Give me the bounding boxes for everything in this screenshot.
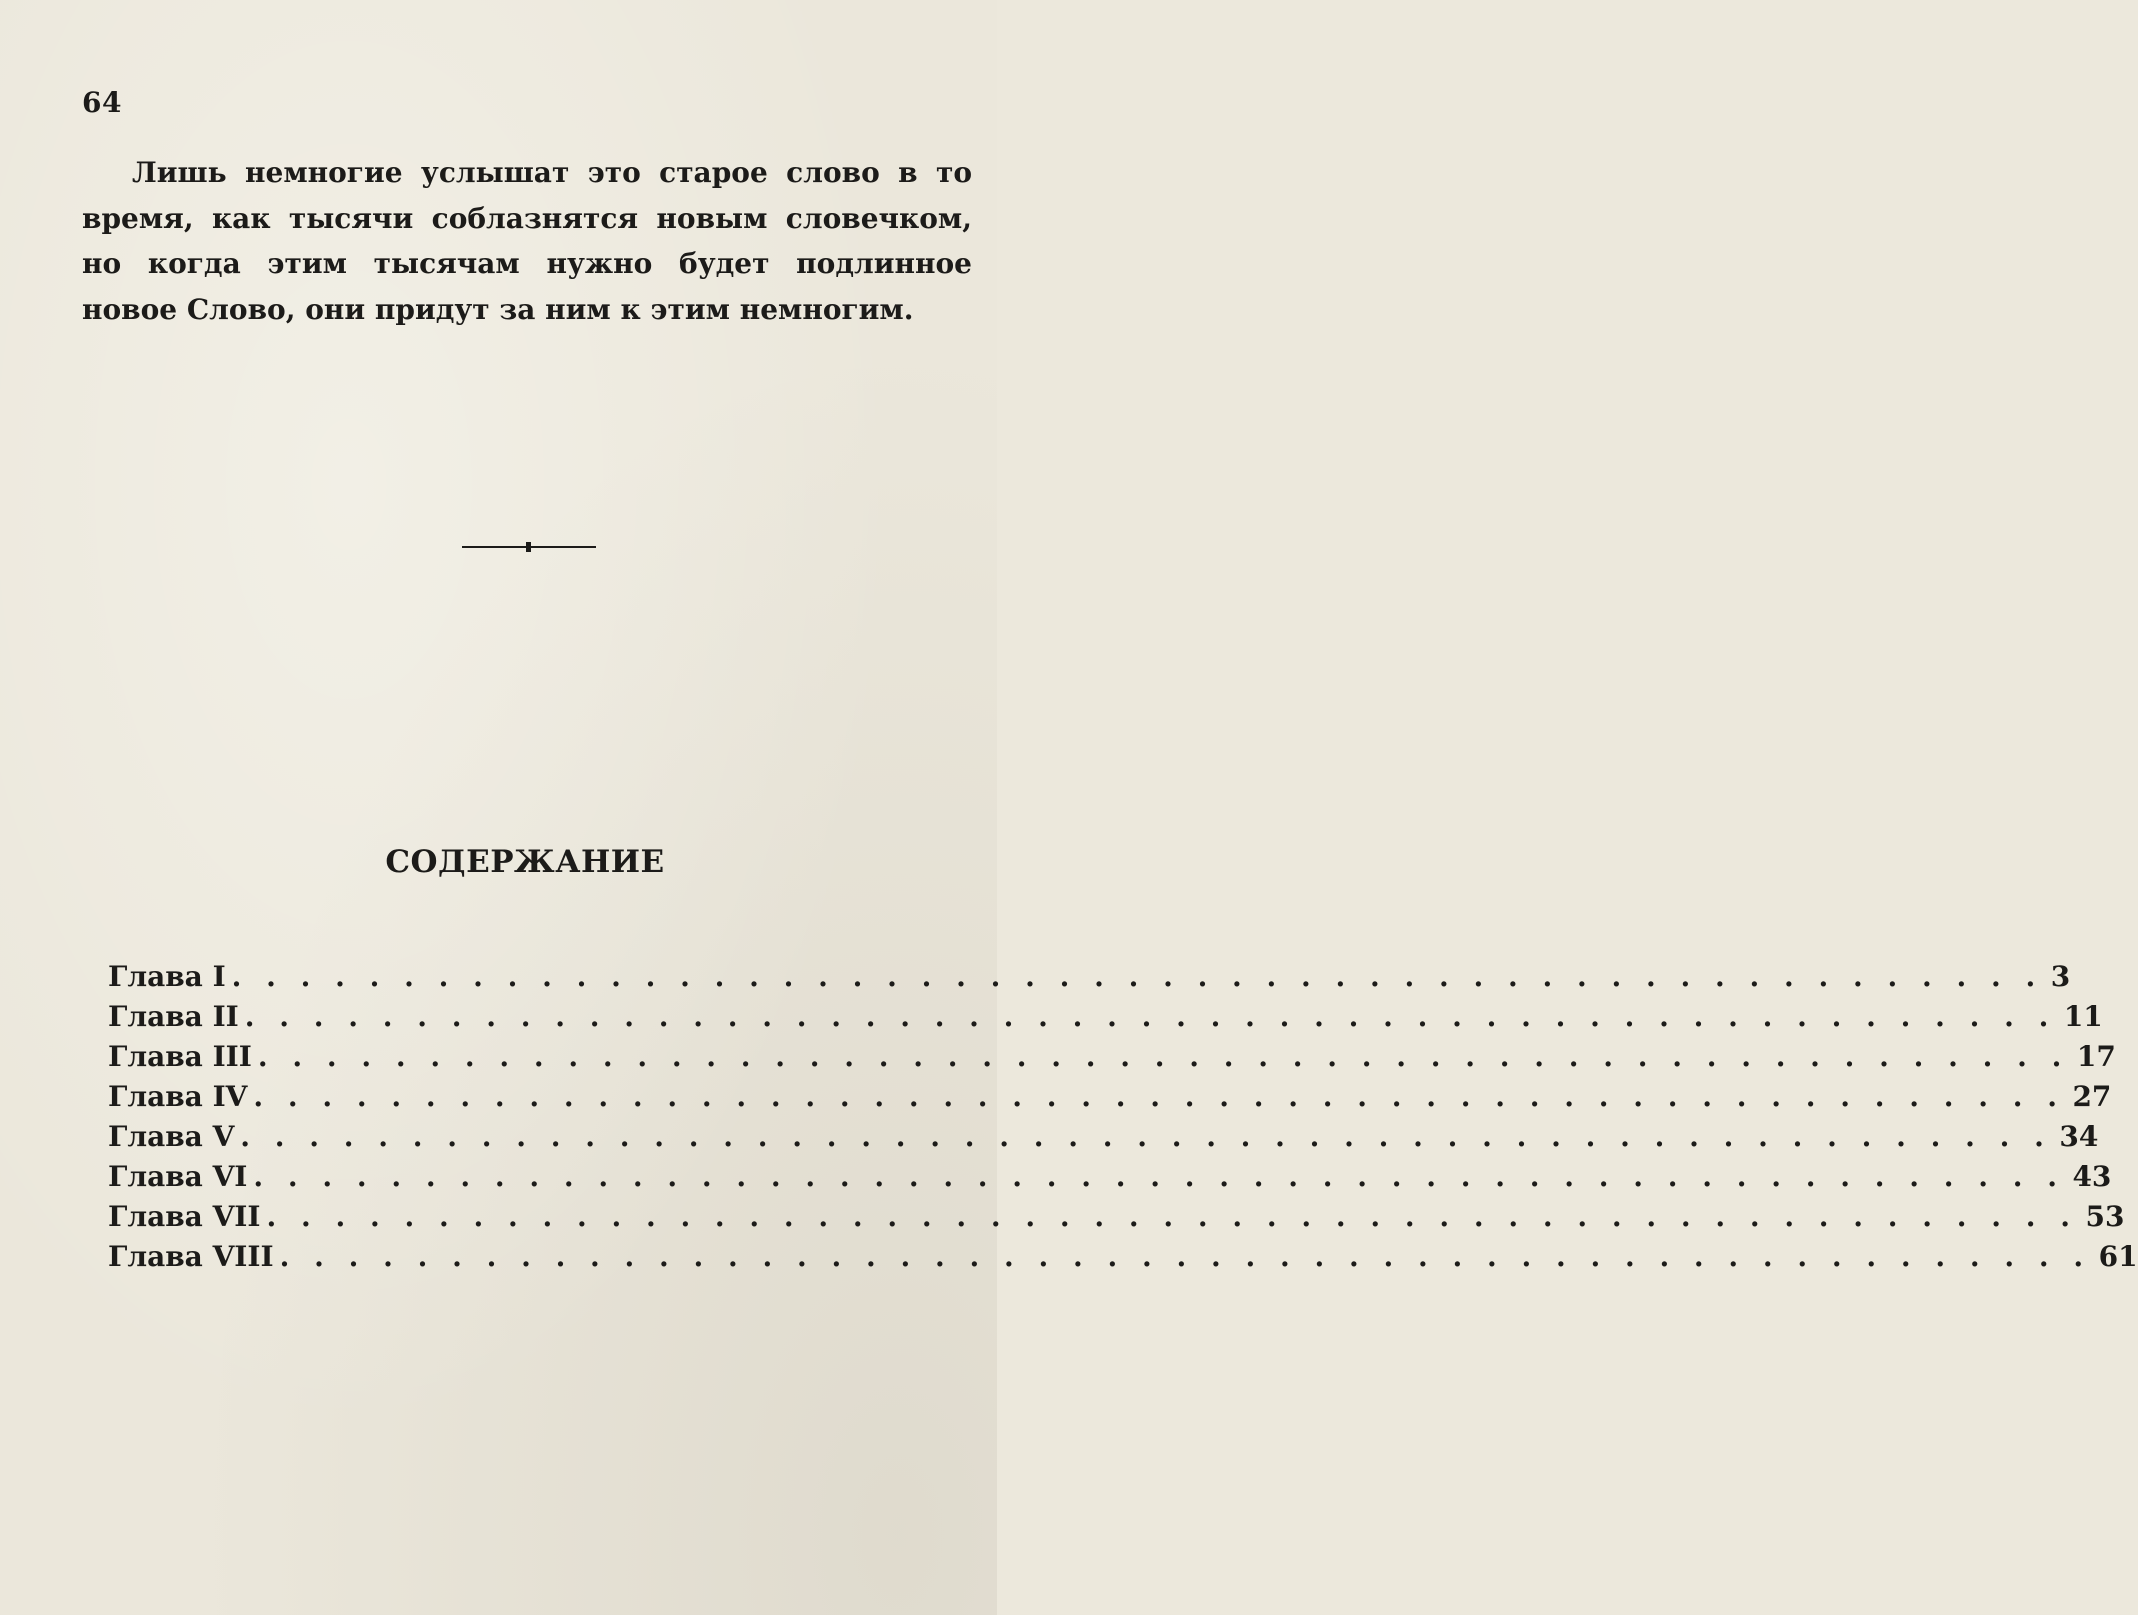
toc-entry-label: Глава V xyxy=(108,1120,235,1153)
toc-entry-label: Глава VIII xyxy=(108,1240,274,1273)
toc-entry-chapter-7 xyxy=(108,1200,2125,1240)
toc-entry-chapter-1 xyxy=(108,960,2071,1000)
toc-entry-chapter-5 xyxy=(108,1120,2099,1160)
toc-entry-label: Глава I xyxy=(108,960,226,993)
toc-entry-label: Глава III xyxy=(108,1040,252,1073)
toc-entry-page: 27 xyxy=(2072,1080,2112,1113)
divider-tick xyxy=(526,542,531,552)
toc-entry-chapter-4 xyxy=(108,1080,2112,1120)
toc-entry-chapter-3 xyxy=(108,1040,2116,1080)
toc-dot-leader: . . . . . . . . . . . . . . . . . . . . . . . . . . . . . . . . . . . . . . . . . . . . . . . . . . . . . xyxy=(244,1000,2056,1033)
page-number: 64 xyxy=(82,86,122,119)
epigraph-paragraph: Лишь немногие услышат это старое слово в то время, как тысячи соблазнятся новым словечком, но когда этим тысячам нужно будет подлинное новое Слово, они придут за ним к этим немногим. xyxy=(82,156,972,326)
toc-dot-leader: . . . . . . . . . . . . . . . . . . . . . . . . . . . . . . . . . . . . . . . . . . . . . . . . . . . . . xyxy=(279,1240,2091,1273)
toc-entry-label: Глава VII xyxy=(108,1200,261,1233)
toc-entry-page: 17 xyxy=(2076,1040,2116,1073)
toc-dot-leader: . . . . . . . . . . . . . . . . . . . . . . . . . . . . . . . . . . . . . . . . . . . . . . . . . . . . . xyxy=(257,1040,2069,1073)
toc-dot-leader: . . . . . . . . . . . . . . . . . . . . . . . . . . . . . . . . . . . . . . . . . . . . . . . . . . . . . xyxy=(253,1080,2065,1113)
toc-entry-page: 61 xyxy=(2098,1240,2138,1273)
toc-entry-page: 34 xyxy=(2059,1120,2099,1153)
toc-entry-page: 3 xyxy=(2050,960,2071,993)
toc-entry-page: 43 xyxy=(2072,1160,2112,1193)
toc-dot-leader: . . . . . . . . . . . . . . . . . . . . . . . . . . . . . . . . . . . . . . . . . . . . . . . . . . . . . xyxy=(231,960,2043,993)
toc-entry-page: 11 xyxy=(2063,1000,2103,1033)
toc-entry-chapter-8 xyxy=(108,1240,2138,1280)
toc-entry-label: Глава VI xyxy=(108,1160,248,1193)
toc-dot-leader: . . . . . . . . . . . . . . . . . . . . . . . . . . . . . . . . . . . . . . . . . . . . . . . . . . . . . xyxy=(253,1160,2065,1193)
toc-entry-label: Глава IV xyxy=(108,1080,248,1113)
toc-entry-chapter-6 xyxy=(108,1160,2112,1200)
toc-dot-leader: . . . . . . . . . . . . . . . . . . . . . . . . . . . . . . . . . . . . . . . . . . . . . . . . . . . . . xyxy=(240,1120,2052,1153)
toc-entry-label: Глава II xyxy=(108,1000,239,1033)
toc-title: СОДЕРЖАНИЕ xyxy=(385,844,665,880)
table-of-contents xyxy=(108,960,2138,1280)
toc-dot-leader: . . . . . . . . . . . . . . . . . . . . . . . . . . . . . . . . . . . . . . . . . . . . . . . . . . . . . xyxy=(266,1200,2078,1233)
toc-entry-page: 53 xyxy=(2085,1200,2125,1233)
toc-entry-chapter-2 xyxy=(108,1000,2103,1040)
section-divider-ornament xyxy=(462,542,596,552)
